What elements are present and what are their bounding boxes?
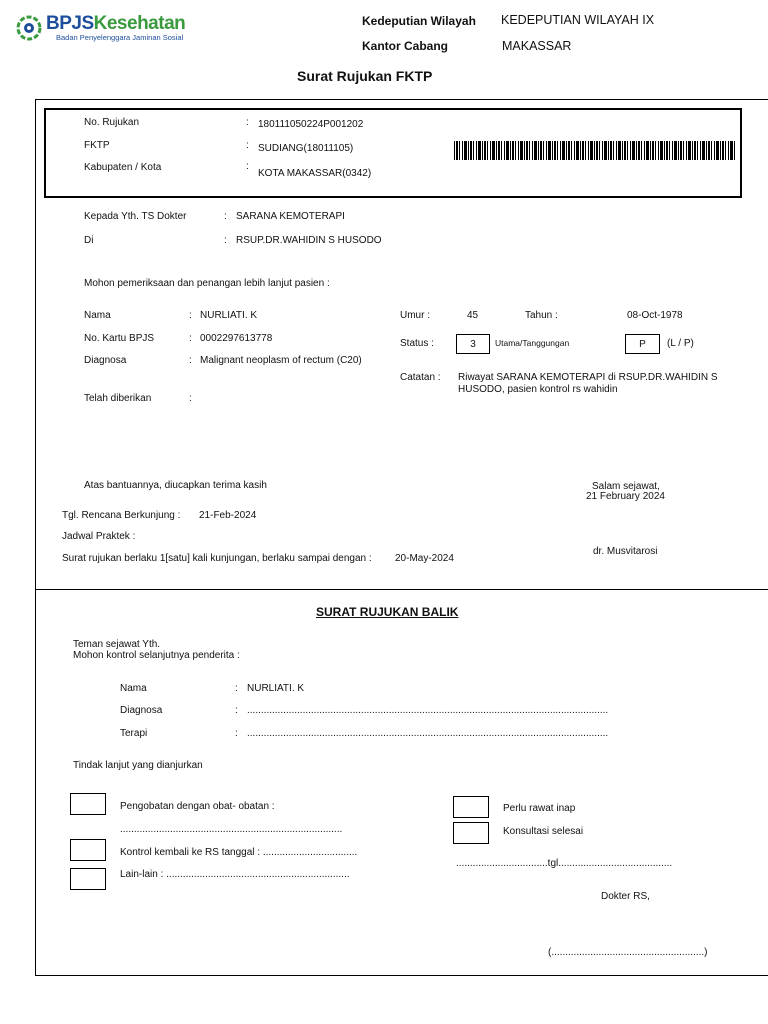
umur-label: Umur :: [400, 310, 430, 321]
kedeputian-label: Kedeputian Wilayah: [362, 14, 476, 28]
umur-value: 45: [467, 310, 479, 321]
telah-diberikan-label: Telah diberikan: [84, 393, 152, 404]
nama-label: Nama: [84, 310, 111, 321]
colon: :: [246, 140, 249, 151]
checkbox-lain[interactable]: [70, 868, 106, 890]
mohon-kontrol-text: Mohon kontrol selanjutnya penderita :: [73, 650, 240, 661]
page-title: Surat Rujukan FKTP: [297, 68, 433, 84]
salam-text: Salam sejawat,: [592, 481, 660, 492]
catatan-line-2: HUSODO, pasien kontrol rs wahidin: [458, 384, 618, 395]
diagnosa-label: Diagnosa: [84, 355, 127, 366]
logo-subtitle: Badan Penyelenggara Jaminan Sosial: [56, 33, 184, 42]
colon: :: [189, 333, 192, 344]
kartu-label: No. Kartu BPJS: [84, 333, 155, 344]
section-divider: [35, 589, 768, 590]
status-label: Status :: [400, 338, 434, 349]
kantor-label: Kantor Cabang: [362, 39, 449, 53]
colon: :: [189, 355, 192, 366]
di-label: Di: [84, 235, 94, 246]
colon: :: [246, 117, 249, 128]
opt-konsultasi-label: Konsultasi selesai: [503, 826, 584, 837]
mohon-text: Mohon pemeriksaan dan penangan lebih lanjut pasien :: [84, 278, 330, 289]
tahun-value: 08-Oct-1978: [627, 310, 683, 321]
terima-kasih-text: Atas bantuannya, diucapkan terima kasih: [84, 480, 267, 491]
jadwal-label: Jadwal Praktek :: [62, 531, 136, 542]
checkbox-konsultasi[interactable]: [453, 822, 489, 844]
tahun-label: Tahun :: [525, 310, 558, 321]
gender-desc: (L / P): [667, 338, 694, 349]
opt-obat-dots: ................................................................................: [120, 824, 343, 835]
opt-obat-label: Pengobatan dengan obat- obatan :: [120, 801, 275, 812]
balik-nama-value: NURLIATI. K: [247, 683, 305, 694]
signature-line: (.......................................................): [548, 947, 708, 958]
checkbox-obat[interactable]: [70, 793, 106, 815]
balik-terapi-dots: ..................................................................................................................................: [247, 728, 609, 739]
diagnosa-value: Malignant neoplasm of rectum (C20): [200, 355, 362, 366]
colon: :: [224, 235, 227, 246]
opt-rawat-label: Perlu rawat inap: [503, 803, 576, 814]
berlaku-label: Surat rujukan berlaku 1[satu] kali kunjungan, berlaku sampai dengan :: [62, 553, 372, 564]
kepada-label: Kepada Yth. TS Dokter: [84, 211, 187, 222]
checkbox-rawat-inap[interactable]: [453, 796, 489, 818]
barcode: [454, 141, 736, 160]
document-frame: [35, 99, 768, 976]
kepada-value: SARANA KEMOTERAPI: [236, 211, 345, 222]
nama-value: NURLIATI. K: [200, 310, 258, 321]
balik-nama-label: Nama: [120, 683, 147, 694]
kartu-value: 0002297613778: [200, 333, 273, 344]
status-box: 3: [456, 334, 490, 354]
balik-diagnosa-dots: ..................................................................................................................................: [247, 705, 609, 716]
colon: :: [235, 683, 238, 694]
colon: :: [235, 728, 238, 739]
catatan-label: Catatan :: [400, 372, 441, 383]
status-desc: Utama/Tanggungan: [495, 338, 570, 348]
balik-title: SURAT RUJUKAN BALIK: [316, 605, 459, 619]
kedeputian-value: KEDEPUTIAN WILAYAH IX: [501, 13, 655, 27]
opt-lain-label: Lain-lain : ..................................................................: [120, 869, 350, 880]
opt-kontrol-label: Kontrol kembali ke RS tanggal : ..................................: [120, 847, 358, 858]
no-rujukan-label: No. Rujukan: [84, 117, 140, 128]
logo-wordmark: BPJSKesehatan: [46, 13, 186, 34]
kabupaten-value: KOTA MAKASSAR(0342): [258, 168, 372, 179]
rencana-value: 21-Feb-2024: [199, 510, 257, 521]
balik-diagnosa-label: Diagnosa: [120, 705, 163, 716]
colon: :: [189, 393, 192, 404]
no-rujukan-value: 180111050224P001202: [258, 119, 364, 130]
colon: :: [235, 705, 238, 716]
fktp-value: SUDIANG(18011105): [258, 143, 354, 154]
balik-terapi-label: Terapi: [120, 728, 148, 739]
fktp-label: FKTP: [84, 140, 110, 151]
rencana-label: Tgl. Rencana Berkunjung :: [62, 510, 181, 521]
tanggal-surat: 21 February 2024: [586, 491, 665, 502]
checkbox-kontrol[interactable]: [70, 839, 106, 861]
gender-box: P: [625, 334, 660, 354]
dokter-rs-label: Dokter RS,: [601, 891, 650, 902]
dokter-name: dr. Musvitarosi: [593, 546, 658, 557]
teman-text: Teman sejawat Yth.: [73, 639, 161, 650]
tgl-line: .................................tgl.........................................: [456, 858, 673, 869]
berlaku-value: 20-May-2024: [395, 553, 454, 564]
colon: :: [189, 310, 192, 321]
kantor-value: MAKASSAR: [502, 39, 572, 53]
di-value: RSUP.DR.WAHIDIN S HUSODO: [236, 235, 382, 246]
tindak-text: Tindak lanjut yang dianjurkan: [73, 760, 203, 771]
bpjs-logo-icon: [16, 15, 42, 41]
colon: :: [246, 161, 249, 172]
colon: :: [224, 211, 227, 222]
kabupaten-label: Kabupaten / Kota: [84, 162, 162, 173]
catatan-line-1: Riwayat SARANA KEMOTERAPI di RSUP.DR.WAHIDIN S: [458, 372, 718, 383]
